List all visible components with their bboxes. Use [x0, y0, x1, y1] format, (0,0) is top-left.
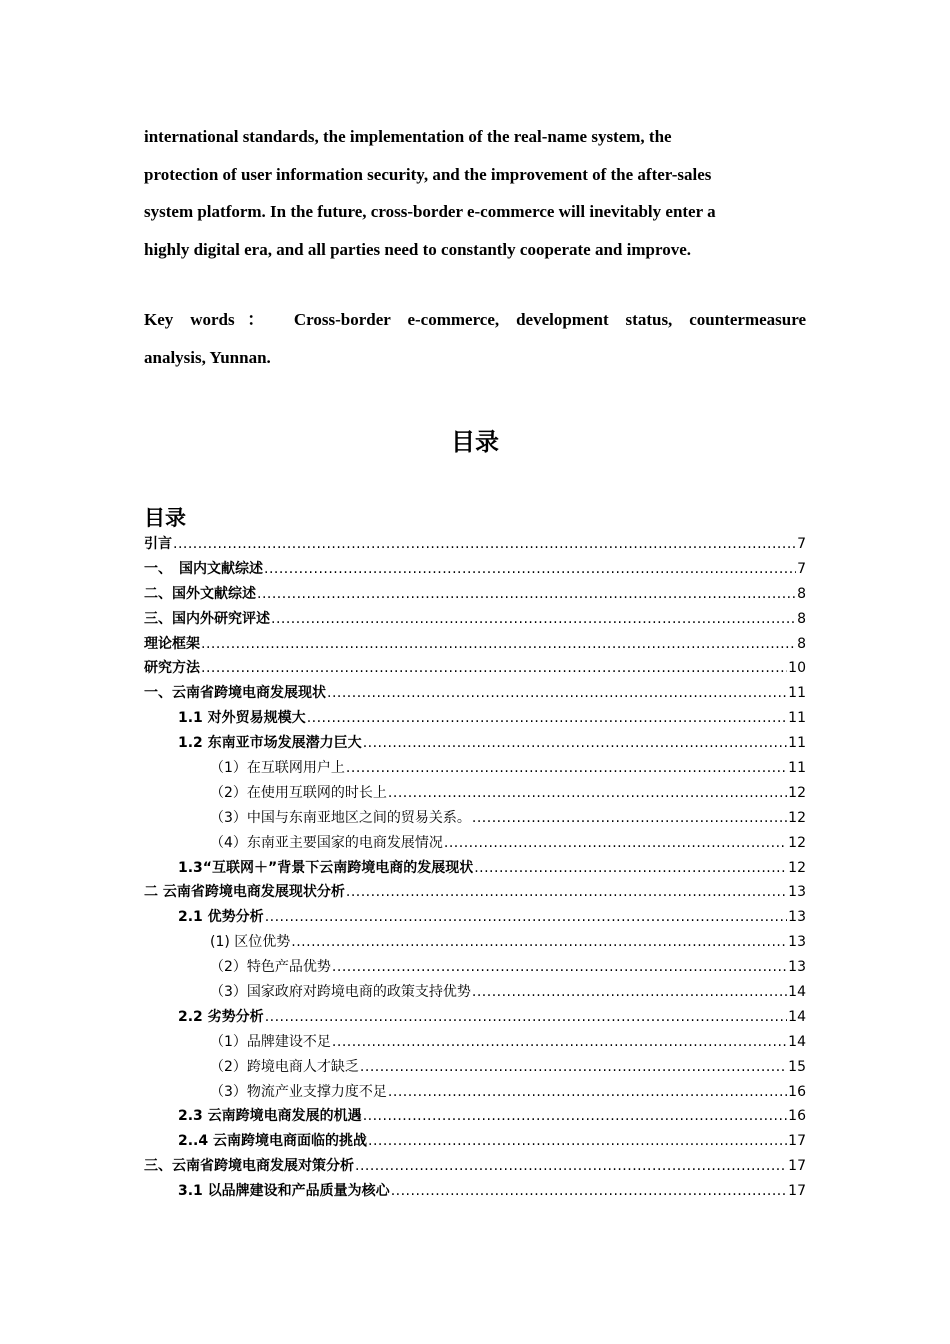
toc-page-number: 11: [788, 685, 806, 702]
toc-entry[interactable]: [144, 533, 806, 558]
toc-page-number: 13: [788, 934, 806, 951]
abstract-line: system platform. In the future, cross-border e-commerce will inevitably enter a: [144, 202, 716, 221]
toc-dot-leader: [257, 586, 796, 602]
toc-page-number: 7: [797, 536, 806, 552]
toc-dot-leader: [363, 735, 787, 751]
toc-page-number: 13: [788, 959, 806, 976]
toc-dot-leader: [391, 1183, 787, 1199]
toc-dot-leader: [332, 959, 787, 975]
toc-entry-label: 2.3 云南跨境电商发展的机遇: [178, 1108, 362, 1125]
toc-entry[interactable]: [144, 857, 806, 882]
toc-entry[interactable]: [144, 906, 806, 931]
toc-page-number: 12: [788, 859, 806, 876]
toc-dot-leader: [388, 1084, 787, 1100]
toc-dot-leader: [264, 561, 796, 577]
toc-dot-leader: [355, 1158, 787, 1174]
toc-entry[interactable]: [144, 832, 806, 857]
section-title: 目录: [451, 428, 499, 456]
toc-page-number: 17: [788, 1133, 806, 1150]
toc-page-number: 7: [797, 560, 806, 577]
toc-entry[interactable]: [144, 633, 806, 658]
toc-entry[interactable]: [144, 782, 806, 807]
toc-entry[interactable]: [144, 931, 806, 956]
toc-entry[interactable]: [144, 608, 806, 633]
toc-entry-label: 引言: [144, 536, 172, 552]
toc-page-number: 11: [788, 710, 806, 727]
toc-dot-leader: [201, 636, 796, 652]
toc-entry[interactable]: [144, 1031, 806, 1056]
toc-dot-leader: [291, 934, 787, 950]
toc-entry-label: 三、国内外研究评述: [144, 610, 270, 627]
toc-entry-label: （3）中国与东南亚地区之间的贸易关系。: [210, 809, 471, 826]
toc-entry-label: 理论框架: [144, 635, 200, 652]
keywords-paragraph: [144, 301, 806, 376]
toc-dot-leader: [346, 760, 787, 776]
toc-entry-label: 一、云南省跨境电商发展现状: [144, 685, 326, 702]
toc-entry[interactable]: [144, 1105, 806, 1130]
toc-entry-label: 2.2 劣势分析: [178, 1008, 264, 1025]
toc-entry-label: （2）在使用互联网的时长上: [210, 784, 387, 801]
toc-entry[interactable]: [144, 657, 806, 682]
toc-page-number: 12: [788, 809, 806, 826]
toc-page-number: 10: [788, 660, 806, 677]
toc-entry-label: 1.2 东南亚市场发展潜力巨大: [178, 735, 362, 752]
toc-entry-label: 3.1 以品牌建设和产品质量为核心: [178, 1183, 390, 1200]
toc-entry[interactable]: [144, 1006, 806, 1031]
abstract-paragraph: [144, 118, 806, 268]
toc-page-number: 12: [788, 784, 806, 801]
toc-entry-label: 2..4 云南跨境电商面临的挑战: [178, 1133, 367, 1150]
toc-page-number: 14: [788, 1008, 806, 1025]
toc-dot-leader: [346, 884, 787, 900]
toc-entry[interactable]: [144, 1081, 806, 1106]
abstract-line: protection of user information security, and the improvement of the after-sales: [144, 164, 712, 184]
toc-dot-leader: [307, 710, 787, 726]
toc-entry-label: 研究方法: [144, 660, 200, 677]
toc-page-number: 13: [788, 909, 806, 926]
toc-entry-label: (1) 区位优势: [210, 934, 291, 951]
toc-entry[interactable]: [144, 981, 806, 1006]
toc-page-number: 11: [788, 760, 806, 777]
toc-page-number: 14: [788, 1033, 806, 1050]
toc-page-number: 17: [788, 1158, 806, 1175]
toc-entry-label: （3）国家政府对跨境电商的政策支持优势: [210, 984, 471, 1001]
toc-dot-leader: [360, 1059, 787, 1075]
toc-entry-label: 二 云南省跨境电商发展现状分析: [144, 884, 345, 901]
toc-entry-label: 2.1 优势分析: [178, 909, 264, 926]
toc-dot-leader: [472, 810, 787, 826]
toc-dot-leader: [472, 984, 787, 1000]
toc-heading: 目录: [144, 506, 186, 530]
toc-entry[interactable]: [144, 583, 806, 608]
toc-entry-label: （1）在互联网用户上: [210, 760, 345, 777]
toc-entry[interactable]: [144, 1180, 806, 1205]
toc-entry-label: （3）物流产业支撑力度不足: [210, 1083, 387, 1100]
toc-dot-leader: [265, 1009, 787, 1025]
keywords-line: analysis, Yunnan.: [144, 347, 271, 367]
toc-dot-leader: [444, 835, 787, 851]
toc-dot-leader: [332, 1034, 787, 1050]
toc-entry[interactable]: [144, 757, 806, 782]
toc-page-number: 15: [788, 1058, 806, 1075]
toc-entry[interactable]: [144, 1155, 806, 1180]
toc-entry-label: （2）特色产品优势: [210, 959, 331, 976]
toc-dot-leader: [327, 685, 787, 701]
toc-page-number: 8: [797, 635, 806, 652]
keywords-line: Key words： Cross-border e-commerce, development status, countermeasure: [144, 310, 806, 329]
abstract-line: highly digital era, and all parties need to constantly cooperate and improve.: [144, 239, 691, 259]
table-of-contents: [144, 533, 806, 1205]
toc-page-number: 14: [788, 984, 806, 1001]
toc-page-number: 13: [788, 884, 806, 901]
toc-page-number: 8: [797, 585, 806, 602]
abstract-line: international standards, the implementation of the real-name system, the: [144, 127, 672, 146]
toc-page-number: 12: [788, 834, 806, 851]
toc-entry[interactable]: [144, 956, 806, 981]
toc-entry[interactable]: [144, 881, 806, 906]
toc-page-number: 8: [797, 610, 806, 627]
toc-entry-label: 一、 国内文献综述: [144, 560, 263, 577]
toc-dot-leader: [474, 860, 787, 876]
toc-entry[interactable]: [144, 558, 806, 583]
toc-entry-label: （4）东南亚主要国家的电商发展情况: [210, 834, 443, 851]
toc-entry[interactable]: [144, 1130, 806, 1155]
toc-dot-leader: [368, 1133, 787, 1149]
toc-entry-label: 1.3“互联网＋”背景下云南跨境电商的发展现状: [178, 859, 474, 876]
toc-entry[interactable]: [144, 707, 806, 732]
toc-page-number: 17: [788, 1183, 806, 1200]
toc-dot-leader: [388, 785, 787, 801]
toc-dot-leader: [271, 611, 796, 627]
toc-entry-label: （1）品牌建设不足: [210, 1033, 331, 1050]
toc-page-number: 11: [788, 735, 806, 752]
toc-dot-leader: [363, 1108, 787, 1124]
toc-dot-leader: [201, 660, 787, 676]
toc-entry-label: 二、国外文献综述: [144, 585, 256, 602]
toc-entry[interactable]: [144, 807, 806, 832]
toc-page-number: 16: [788, 1083, 806, 1100]
toc-entry-label: 三、云南省跨境电商发展对策分析: [144, 1158, 354, 1175]
toc-entry[interactable]: [144, 732, 806, 757]
toc-page-number: 16: [788, 1108, 806, 1125]
toc-entry-label: 1.1 对外贸易规模大: [178, 710, 306, 727]
toc-entry[interactable]: [144, 1056, 806, 1081]
toc-dot-leader: [173, 536, 796, 552]
toc-dot-leader: [265, 909, 787, 925]
toc-entry[interactable]: [144, 682, 806, 707]
toc-entry-label: （2）跨境电商人才缺乏: [210, 1058, 359, 1075]
